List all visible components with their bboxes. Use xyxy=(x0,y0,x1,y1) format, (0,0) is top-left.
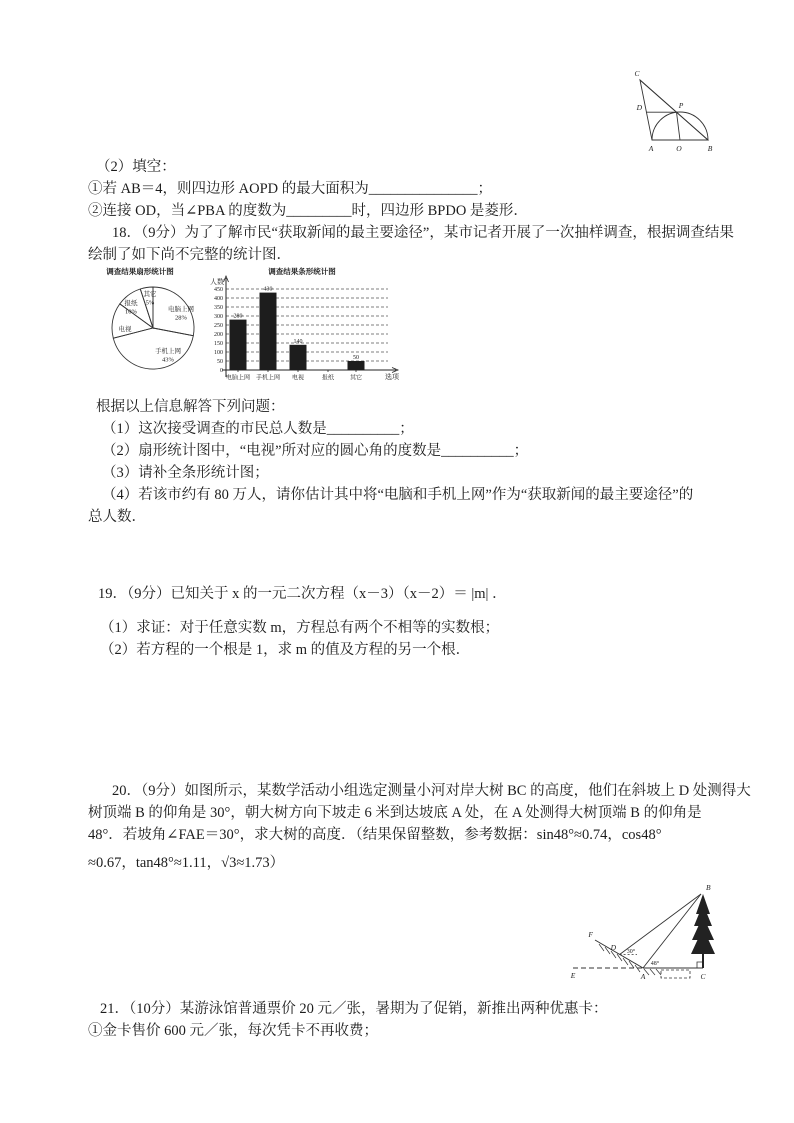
point-label-c: C xyxy=(634,69,640,78)
point-label-d: D xyxy=(636,103,642,112)
pie-chart-title: 调查结果扇形统计图 xyxy=(106,267,174,276)
q20-line-4: ≈0.67，tan48°≈1.11，√3≈1.73） xyxy=(88,855,285,871)
svg-text:150: 150 xyxy=(214,341,223,348)
bar-chart-svg xyxy=(200,262,410,388)
angle-label-48: 48° xyxy=(650,961,660,967)
q18-line-4: （1）这次接受调查的市民总人数是__________； xyxy=(102,421,414,437)
q20-line-2: 树顶端 B 的仰角是 30°，朝大树方向下坡走 6 米到达坡底 A 处，在 A 处测得大树顶端 B 的仰角是 xyxy=(88,805,702,821)
q17-line-2: ①若 AB＝4，则四边形 AOPD 的最大面积为_______________； xyxy=(88,181,492,197)
point-label-b: B xyxy=(707,144,713,153)
svg-text:100: 100 xyxy=(214,350,223,357)
svg-text:450: 450 xyxy=(214,287,223,294)
svg-text:400: 400 xyxy=(214,296,223,303)
tree-foliage xyxy=(691,894,715,954)
bar-手机上网 xyxy=(260,293,277,370)
tree-point-label-f: F xyxy=(588,930,593,939)
tree-point-label-a: A xyxy=(640,972,646,981)
point-label-a: A xyxy=(648,144,654,153)
svg-text:300: 300 xyxy=(214,314,223,321)
river-box xyxy=(661,970,690,978)
q19-line-2: （1）求证：对于任意实数 m，方程总有两个不相等的实数根； xyxy=(100,620,500,636)
svg-text:200: 200 xyxy=(214,332,223,339)
svg-text:140: 140 xyxy=(293,338,303,345)
bar-chart-ylabel: 人数 xyxy=(210,278,224,286)
svg-text:250: 250 xyxy=(214,323,223,330)
semicircle-triangle-figure xyxy=(598,64,722,161)
q18-line-7: （4）若该市约有 80 万人，请你估计其中将“电脑和手机上网”作为“获取新闻的最主要途径”的 xyxy=(102,487,694,503)
svg-text:350: 350 xyxy=(214,305,223,312)
q21-line-1: 21．（10分）某游泳馆普通票价 20 元／张，暑期为了促销，新推出两种优惠卡： xyxy=(100,1001,608,1017)
tree-slope-figure xyxy=(543,876,725,988)
pie-slice-label: 手机上网 43% xyxy=(155,348,181,364)
tree-point-label-c: C xyxy=(700,972,706,981)
angle-label-30: 30° xyxy=(626,949,636,955)
svg-text:报纸: 报纸 xyxy=(321,375,335,382)
q17-line-3: ②连接 OD，当∠PBA 的度数为_________时，四边形 BPDO 是菱形． xyxy=(88,203,528,219)
semicircle-arc xyxy=(652,112,708,140)
q18-line-8: 总人数． xyxy=(88,509,146,525)
svg-text:电脑上网: 电脑上网 xyxy=(225,375,251,382)
svg-text:0: 0 xyxy=(220,368,223,375)
point-label-o: O xyxy=(676,144,682,153)
pie-slice-label: 其它 5% xyxy=(143,291,157,307)
q21-line-2: ①金卡售价 600 元／张，每次凭卡不再收费； xyxy=(88,1023,378,1039)
slope-line-fa xyxy=(595,940,643,968)
q20-line-3: 48°．若坡角∠FAE＝30°，求大树的高度．（结果保留整数，参考数据：sin48°≈0.74，cos48° xyxy=(88,827,662,843)
line-op xyxy=(677,112,681,140)
bar-电视 xyxy=(290,345,307,370)
svg-text:手机上网: 手机上网 xyxy=(255,375,281,382)
q18-line-5: （2）扇形统计图中，“电视”所对应的圆心角的度数是__________； xyxy=(102,443,529,459)
q18-line-6: （3）请补全条形统计图； xyxy=(102,465,269,481)
svg-text:430: 430 xyxy=(263,286,273,293)
bar-电脑上网 xyxy=(230,320,247,370)
svg-text:280: 280 xyxy=(233,313,243,320)
q18-intro-1: 18．（9分）为了了解市民“获取新闻的最主要途径”，某市记者开展了一次抽样调查，根据调查结果 xyxy=(112,225,734,241)
pie-slice-label: 电视 xyxy=(118,326,132,333)
point-label-p: P xyxy=(678,101,684,110)
q18-line-3: 根据以上信息解答下列问题： xyxy=(96,399,285,415)
svg-text:其它: 其它 xyxy=(349,375,363,382)
pie-slice xyxy=(113,328,193,369)
svg-text:50: 50 xyxy=(217,359,223,366)
tree-point-label-b: B xyxy=(706,883,711,892)
bar-chart-xlabel: 选项 xyxy=(385,373,399,381)
bar-chart-title: 调查结果条形统计图 xyxy=(268,267,336,276)
q18-intro-2: 绘制了如下尚不完整的统计图． xyxy=(88,247,291,263)
q19-line-3: （2）若方程的一个根是 1，求 m 的值及方程的另一个根． xyxy=(100,642,471,658)
q17-line-1: （2）填空： xyxy=(96,159,176,175)
tree-point-label-d: D xyxy=(610,943,616,952)
bar-其它 xyxy=(348,361,365,370)
q19-line-1: 19．（9分）已知关于 x 的一元二次方程（x－3）（x－2）＝ |m| ． xyxy=(98,586,507,602)
pie-slice-label: 电脑上网 28% xyxy=(168,306,194,322)
q20-line-1: 20．（9分）如图所示，某数学活动小组选定测量小河对岸大树 BC 的高度，他们在斜坡上 D 处测得大 xyxy=(112,783,751,799)
svg-text:50: 50 xyxy=(353,355,359,361)
tree-point-label-e: E xyxy=(570,971,576,980)
svg-text:电视: 电视 xyxy=(291,375,305,382)
pie-slice-label: 报纸 10% xyxy=(124,300,138,316)
